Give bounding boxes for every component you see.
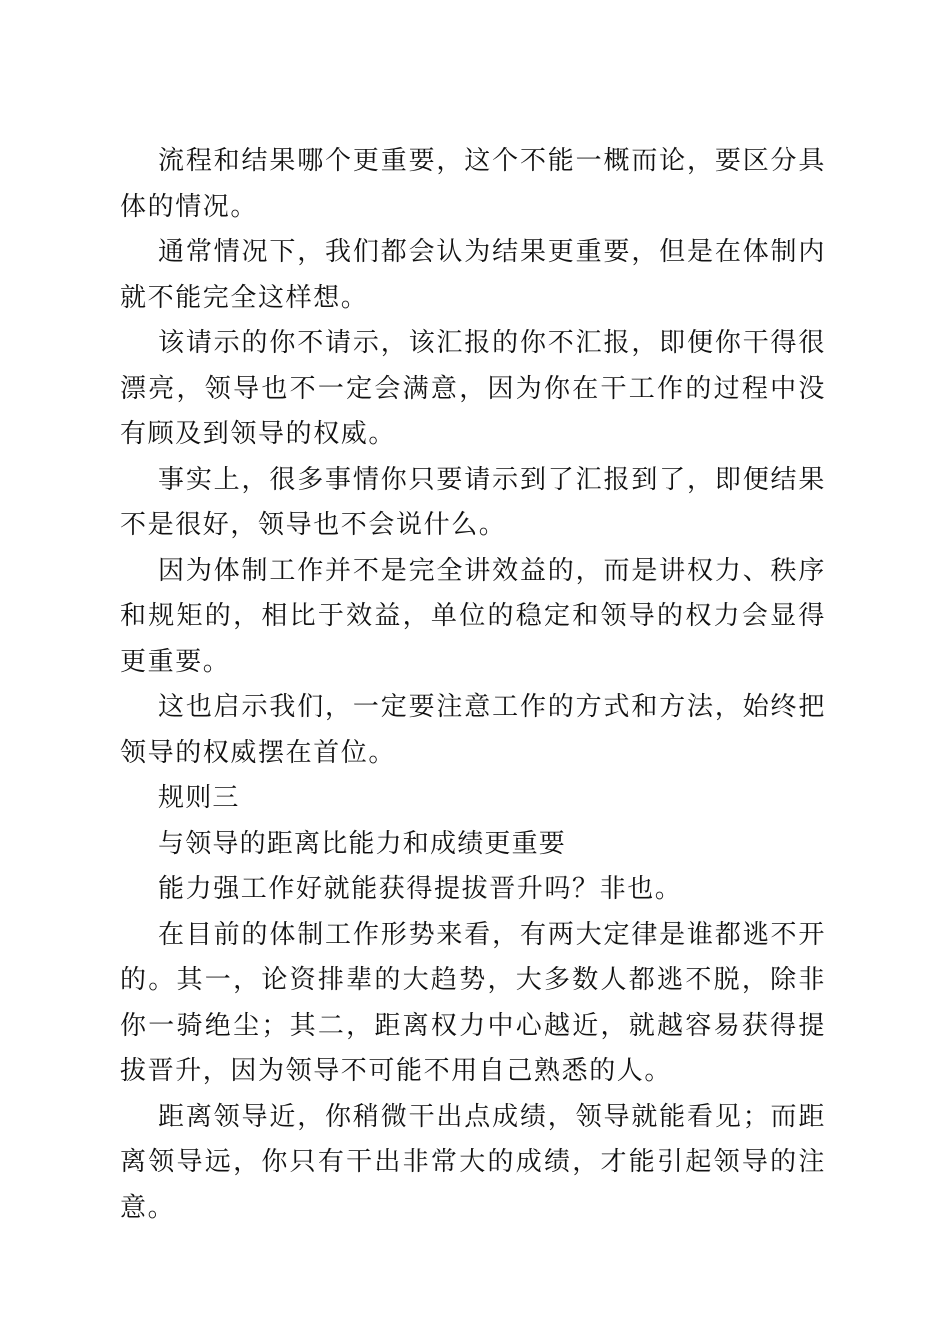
- paragraph: 在目前的体制工作形势来看，有两大定律是谁都逃不开的。其一，论资排辈的大趋势，大多数人都逃不脱，除非你一骑绝尘；其二，距离权力中心越近，就越容易获得提拔晋升，因为领导不可能不用自己熟悉的人。: [120, 919, 826, 1086]
- paragraph: 距离领导近，你稍微干出点成绩，领导就能看见；而距离领导远，你只有干出非常大的成绩，才能引起领导的注意。: [120, 1101, 826, 1223]
- rule-title: 与领导的距离比能力和成绩更重要: [158, 828, 567, 859]
- rule-label: 规则三: [158, 783, 240, 813]
- paragraph: 该请示的你不请示，该汇报的你不汇报，即便你干得很漂亮，领导也不一定会满意，因为你在干工作的过程中没有顾及到领导的权威。: [120, 328, 826, 449]
- paragraph: 事实上，很多事情你只要请示到了汇报到了，即便结果不是很好，领导也不会说什么。: [120, 464, 826, 540]
- paragraph: 因为体制工作并不是完全讲效益的，而是讲权力、秩序和规矩的，相比于效益，单位的稳定和领导的权力会显得更重要。: [120, 555, 826, 677]
- paragraph: 流程和结果哪个更重要，这个不能一概而论，要区分具体的情况。: [120, 146, 826, 222]
- document-body: [120, 139, 826, 1231]
- paragraph: 能力强工作好就能获得提拔晋升吗？非也。: [158, 874, 683, 904]
- paragraph: 这也启示我们，一定要注意工作的方式和方法，始终把领导的权威摆在首位。: [120, 692, 826, 768]
- paragraph: 通常情况下，我们都会认为结果更重要，但是在体制内就不能完全这样想。: [120, 237, 826, 313]
